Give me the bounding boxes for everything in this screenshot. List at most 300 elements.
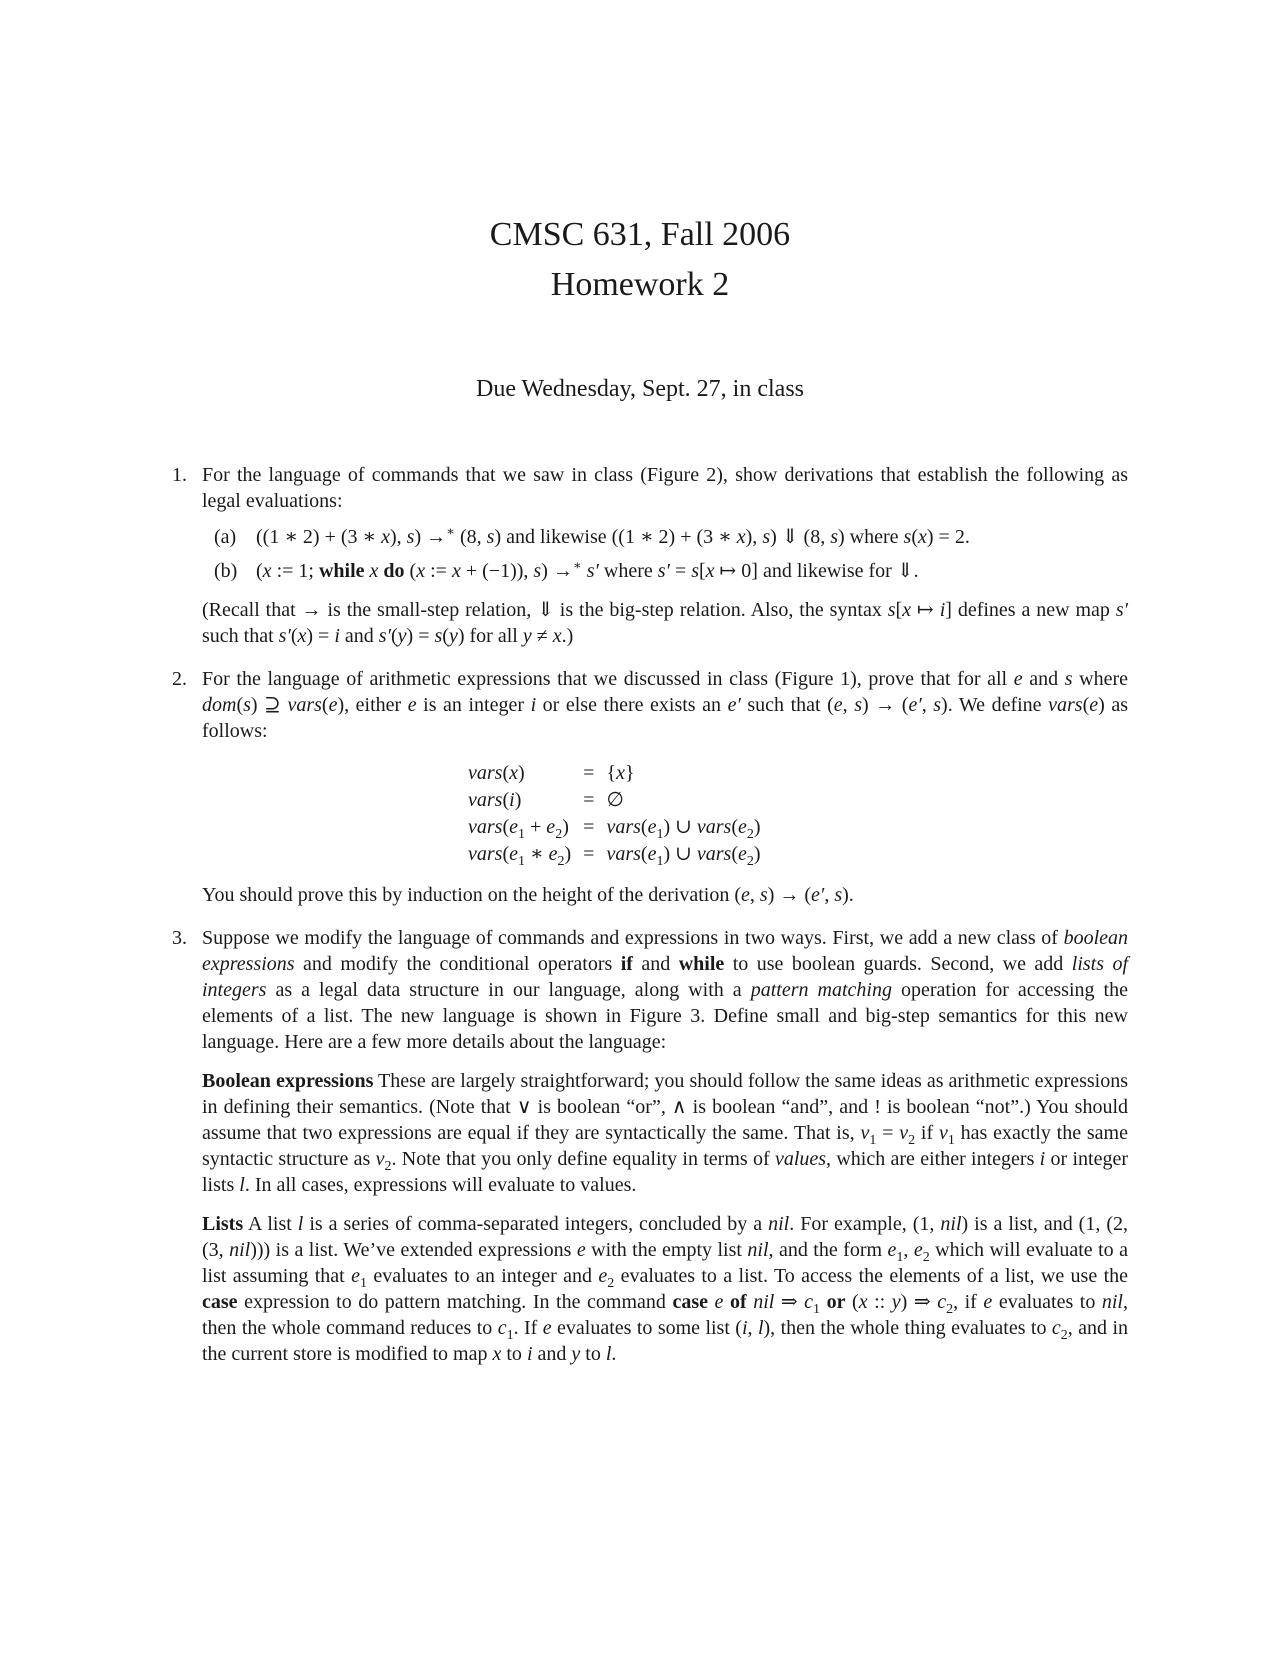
text-segment: 1 [869, 1133, 877, 1148]
text-segment: has exactly the same syntactic structure as [202, 1122, 1128, 1170]
text-segment: ). We define [941, 694, 1049, 716]
text-segment: e [647, 816, 657, 838]
text-segment: e [913, 1239, 923, 1261]
text-segment: vars [468, 843, 503, 865]
text-segment: ) ⇒ [900, 1291, 938, 1313]
problem-2-induction-note [202, 882, 1128, 908]
text-segment: such that ( [740, 694, 834, 716]
text-segment: dom [202, 694, 237, 716]
text-segment: s [434, 625, 443, 647]
text-segment: y [891, 1291, 901, 1313]
text-segment: c [804, 1291, 814, 1313]
text-segment: e [738, 843, 747, 865]
text-segment: = [876, 1122, 900, 1144]
text-segment: e [833, 694, 843, 716]
text-segment: ( [911, 526, 918, 548]
text-segment: is an integer [416, 694, 531, 716]
text-segment: x [616, 762, 625, 784]
text-segment: vars [468, 816, 503, 838]
text-segment: vars [287, 694, 322, 716]
text-segment: , and the form [768, 1239, 888, 1261]
text-segment: , [921, 694, 934, 716]
text-segment: nil [940, 1213, 962, 1235]
problem-1-body [202, 462, 1128, 649]
text-segment: y [522, 625, 532, 647]
text-segment: ) [562, 816, 569, 838]
text-segment: 1 [656, 827, 664, 842]
text-segment: nil [747, 1239, 769, 1261]
text-segment: These are largely straightforward; you should follow the same ideas as arithmetic expressions in defining their semantics. (Note that ∨ is boolean “or”, ∧ is boolean “and”, and ! is boolean “not”.) You should assume that two expressions are equal if they are syntactically the same. That is, [202, 1070, 1128, 1144]
text-segment: nil [229, 1239, 251, 1261]
text-segment: x [381, 526, 390, 548]
text-segment: lists of integers [202, 953, 1129, 1001]
text-segment: or else there exists an [536, 694, 728, 716]
text-segment: e [328, 694, 338, 716]
text-segment: 2 [607, 1276, 615, 1291]
text-segment: y [571, 1343, 581, 1365]
text-segment: x [451, 560, 461, 582]
text-segment: (Recall that → is the small-step relation, ⇓ is the big-step relation. Also, the syntax [202, 599, 888, 621]
text-segment: and [1022, 668, 1065, 690]
text-segment: ((1 ∗ 2) + (3 ∗ [256, 526, 382, 548]
text-segment: x [705, 560, 715, 582]
equation-row-vars-times [468, 841, 773, 868]
text-segment: + (−1)), [460, 560, 534, 582]
text-segment: or integer lists [202, 1148, 1128, 1196]
text-segment: ( [502, 843, 510, 865]
text-segment: 2 [384, 1159, 392, 1174]
text-segment: l [297, 1213, 304, 1235]
text-segment: c [937, 1291, 947, 1313]
text-segment: is a series of comma-separated integers, concluded by a [303, 1213, 769, 1235]
text-segment: vars [696, 843, 732, 865]
subproblem-1a-text [256, 524, 1128, 550]
text-segment: ) → ( [767, 884, 812, 906]
vars-definition-table [468, 760, 773, 868]
lists-paragraph [202, 1211, 1128, 1367]
text-segment: e [1089, 694, 1099, 716]
text-segment: ( [404, 560, 417, 582]
text-segment: ( [290, 625, 298, 647]
text-segment: s [762, 526, 771, 548]
text-segment: vars [1048, 694, 1083, 716]
text-segment: ) where [837, 526, 904, 548]
equals-sign: = [583, 762, 595, 784]
text-segment: and [339, 625, 379, 647]
text-segment: 2 [946, 1302, 954, 1317]
text-segment: , [903, 1239, 914, 1261]
text-segment: and [632, 953, 679, 975]
text-segment: ( [845, 1291, 859, 1313]
text-segment: ) = [306, 625, 335, 647]
text-segment: i [741, 1317, 748, 1339]
subproblem-1b-text [256, 558, 1128, 584]
equation-rhs [606, 760, 772, 787]
text-segment: s [486, 526, 495, 548]
text-segment: v [375, 1148, 385, 1170]
text-segment: ↦ [911, 599, 940, 621]
text-segment: 1 [518, 827, 526, 842]
text-segment: x [902, 599, 912, 621]
boolean-expressions-paragraph [202, 1068, 1128, 1198]
text-segment: [ [698, 560, 706, 582]
text-segment: For the language of commands that we saw in class (Figure 2), show derivations that establish the following as legal evaluations: [202, 464, 1128, 512]
problem-2-body [202, 666, 1128, 908]
text-segment: ) = 2. [926, 526, 970, 548]
text-segment: values [774, 1148, 827, 1170]
text-segment: boolean expressions [202, 927, 1128, 975]
text-segment: nil [1101, 1291, 1123, 1313]
text-segment: e [741, 884, 750, 906]
text-segment: 2 [746, 854, 754, 869]
text-segment: 2 [555, 827, 563, 842]
text-segment: and modify the conditional operators [294, 953, 621, 975]
text-segment: x [416, 560, 426, 582]
text-segment: [ [895, 599, 903, 621]
text-segment: e [647, 843, 657, 865]
text-segment: which will evaluate to a list assuming that [202, 1239, 1129, 1287]
text-segment: := [425, 560, 452, 582]
text-segment: ∅ [606, 789, 624, 811]
text-segment: s [903, 526, 912, 548]
text-segment: ( [502, 816, 510, 838]
subproblem-1a-label: (a) [214, 526, 237, 548]
problem-3-body [202, 925, 1128, 1367]
due-date-line: Due Wednesday, Sept. 27, in class [475, 376, 804, 402]
text-segment: ) → ( [862, 694, 909, 716]
equation-rhs [606, 841, 772, 868]
problem-1-recall-note [202, 597, 1128, 649]
text-segment: vars [696, 816, 732, 838]
text-segment: s′ [378, 625, 391, 647]
text-segment: ) ⇓ (8, [770, 526, 831, 548]
text-segment: ⇒ [774, 1291, 805, 1313]
text-segment: . For example, (1, [789, 1213, 941, 1235]
text-segment: You should prove this by induction on the height of the derivation ( [202, 884, 742, 906]
text-segment: := 1; [271, 560, 319, 582]
text-segment: 1 [947, 1133, 955, 1148]
text-segment: evaluates to some list ( [551, 1317, 742, 1339]
equation-rhs [606, 787, 772, 814]
text-segment: of [729, 1291, 747, 1313]
text-segment: ) as follows: [202, 694, 1128, 742]
text-segment: ) ⊇ [250, 694, 288, 716]
text-segment: , then the whole command reduces to [202, 1291, 1128, 1339]
text-segment: x [552, 625, 562, 647]
problem-1-number: 1. [172, 464, 187, 486]
text-segment: 2 [908, 1133, 916, 1148]
subproblem-1a [202, 524, 1128, 550]
text-segment: , if [953, 1291, 984, 1313]
text-segment: v [860, 1122, 870, 1144]
text-segment: s [243, 694, 251, 716]
text-segment: evaluates to [992, 1291, 1102, 1313]
text-segment: ). [842, 884, 854, 906]
equals-sign: = [583, 816, 595, 838]
text-segment: ( [502, 789, 510, 811]
problem-2-intro [202, 666, 1128, 744]
text-segment: e [887, 1239, 897, 1261]
text-segment: ( [236, 694, 244, 716]
text-segment: vars [606, 816, 641, 838]
text-segment: x [858, 1291, 868, 1313]
subproblem-1b [202, 558, 1128, 584]
text-segment: ( [640, 843, 648, 865]
text-segment: Suppose we modify the language of commands and expressions in two ways. First, we add a new class of [202, 927, 1064, 949]
equation-lhs [468, 787, 583, 814]
text-segment: ) is a list, and (1, (2, (3, [202, 1213, 1128, 1261]
equation-rhs [606, 814, 772, 841]
problem-2 [172, 666, 1128, 908]
text-segment: = [669, 560, 692, 582]
text-segment: ] defines a new map [945, 599, 1116, 621]
equation-lhs [468, 760, 583, 787]
text-segment: ( [442, 625, 449, 647]
equation-lhs [468, 814, 583, 841]
text-segment: 1 [506, 1328, 514, 1343]
text-segment: ) [753, 843, 761, 865]
text-segment: s [834, 884, 843, 906]
text-segment: 1 [359, 1276, 367, 1291]
text-segment: , and in the current store is modified to map [202, 1317, 1129, 1365]
text-segment: .) [561, 625, 574, 647]
text-segment: vars [606, 843, 641, 865]
text-segment: e′ [908, 694, 922, 716]
text-segment: , [747, 1317, 758, 1339]
text-segment: . In all cases, expressions will evaluate to values. [244, 1174, 637, 1196]
text-segment: s [830, 526, 838, 548]
document-header [0, 0, 1280, 404]
equation-row-vars-x [468, 760, 773, 787]
text-segment: e [714, 1291, 724, 1313]
text-segment: ( [390, 625, 398, 647]
text-segment: } [624, 762, 635, 784]
text-segment: ) [518, 762, 525, 784]
text-segment: ) [564, 843, 572, 865]
text-segment: ∗ [572, 557, 582, 573]
text-segment: nil [768, 1213, 790, 1235]
text-segment: i [509, 789, 515, 811]
text-segment: c [1051, 1317, 1061, 1339]
text-segment: i [1039, 1148, 1046, 1170]
text-segment: e [548, 843, 558, 865]
text-segment: l [605, 1343, 612, 1365]
text-segment: v [899, 1122, 909, 1144]
text-segment: ) → [414, 526, 447, 548]
equation-row-vars-i [468, 787, 773, 814]
problem-3-number: 3. [172, 927, 187, 949]
text-segment: 1 [656, 854, 664, 869]
equation-lhs [468, 841, 583, 868]
text-segment: e [1013, 668, 1023, 690]
text-segment: ) for all [457, 625, 523, 647]
problem-1 [172, 462, 1128, 649]
text-segment: Boolean expressions [202, 1070, 374, 1092]
text-segment: e [542, 1317, 552, 1339]
text-segment: ( [1082, 694, 1090, 716]
problem-3-intro [202, 925, 1128, 1055]
text-segment: ↦ 0] and likewise for ⇓. [714, 560, 919, 582]
text-segment: ) ∪ [663, 843, 697, 865]
text-segment: A list [243, 1213, 298, 1235]
text-segment: e [546, 816, 556, 838]
text-segment: e [738, 816, 747, 838]
text-segment: 2 [746, 827, 754, 842]
text-segment: x [492, 1343, 502, 1365]
text-segment: ∗ [446, 523, 455, 539]
text-segment: e′ [811, 884, 825, 906]
text-segment: x [917, 526, 927, 548]
text-segment: s′ [657, 560, 670, 582]
text-segment: . Note that you only define equality in terms of [391, 1148, 775, 1170]
homework-title: Homework 2 [550, 266, 730, 303]
text-segment: 1 [518, 854, 526, 869]
text-segment: as a legal data structure in our language, along with a [266, 979, 751, 1001]
text-segment: e [598, 1265, 608, 1287]
problem-list [172, 462, 1128, 1367]
text-segment: ))) is a list. We’ve extended expressions [250, 1239, 577, 1261]
text-segment: i [530, 694, 537, 716]
text-segment: ( [731, 843, 739, 865]
text-segment: :: [867, 1291, 892, 1313]
text-segment: . If [513, 1317, 543, 1339]
text-segment: 1 [896, 1250, 904, 1265]
text-segment: c [497, 1317, 507, 1339]
text-segment: ), then the whole thing evaluates to [763, 1317, 1052, 1339]
course-title: CMSC 631, Fall 2006 [489, 216, 791, 253]
text-segment: to [501, 1343, 527, 1365]
text-segment: x [736, 526, 746, 548]
text-segment: { [606, 762, 617, 784]
text-segment: e [576, 1239, 586, 1261]
text-segment: nil [753, 1291, 775, 1313]
text-segment: vars [468, 789, 503, 811]
text-segment: 1 [813, 1302, 821, 1317]
text-segment: operation for accessing the elements of a list. The new language is shown in Figure 3. Define small and big-step semantics for this new language. Here are a few more details about the language: [202, 979, 1128, 1053]
text-segment: or [826, 1291, 846, 1313]
text-segment: e [407, 694, 417, 716]
text-segment: expression to do pattern matching. In the command [237, 1291, 673, 1313]
text-segment: ), either [337, 694, 408, 716]
text-segment: , [824, 884, 835, 906]
text-segment: i [334, 625, 340, 647]
text-segment: x [369, 560, 379, 582]
problem-3 [172, 925, 1128, 1367]
text-segment: and [532, 1343, 572, 1365]
text-segment: if [915, 1122, 939, 1144]
text-segment: 2 [1060, 1328, 1068, 1343]
text-segment: ) = [406, 625, 435, 647]
text-segment: x [262, 560, 272, 582]
text-segment: ) ∪ [663, 816, 697, 838]
text-segment: while [678, 953, 725, 975]
text-segment: e [509, 843, 519, 865]
text-segment: s′ [1115, 599, 1128, 621]
text-segment: if [620, 953, 633, 975]
text-segment: s [406, 526, 415, 548]
text-segment: Lists [202, 1213, 244, 1235]
text-segment: ≠ [531, 625, 553, 647]
text-segment: vars [468, 762, 503, 784]
text-segment: , [749, 884, 760, 906]
text-segment: evaluates to a list. To access the elements of a list, we use the [614, 1265, 1128, 1287]
text-segment: ) → [541, 560, 573, 582]
text-segment: e [983, 1291, 993, 1313]
equation-row-vars-plus [468, 814, 773, 841]
equals-sign: = [583, 789, 595, 811]
text-segment: l [239, 1174, 245, 1196]
text-segment: v [938, 1122, 948, 1144]
problem-1-subitems [202, 524, 1128, 584]
text-segment: s′ [586, 560, 599, 582]
text-segment: ( [731, 816, 739, 838]
problem-1-intro [202, 462, 1128, 514]
text-segment: l [757, 1317, 764, 1339]
text-segment: For the language of arithmetic expressions that we discussed in class (Figure 1), prove that for all [202, 668, 1014, 690]
text-segment: . [611, 1343, 617, 1365]
text-segment: s [533, 560, 542, 582]
text-segment: ( [321, 694, 329, 716]
text-segment: i [939, 599, 946, 621]
text-segment: s′ [278, 625, 291, 647]
text-segment: where [598, 560, 658, 582]
text-segment: ( [502, 762, 510, 784]
text-segment: y [448, 625, 458, 647]
text-segment: ), [745, 526, 763, 548]
text-segment: e [509, 816, 519, 838]
text-segment: ) and likewise ((1 ∗ 2) + (3 ∗ [494, 526, 737, 548]
text-segment: ) [514, 789, 522, 811]
text-segment: such that [202, 625, 279, 647]
text-segment: ) [753, 816, 761, 838]
text-segment: case [202, 1291, 238, 1313]
text-segment: pattern matching [750, 979, 892, 1001]
text-segment: s [933, 694, 942, 716]
text-segment: do [383, 560, 405, 582]
text-segment: evaluates to an integer and [366, 1265, 599, 1287]
text-segment: + [525, 816, 547, 838]
text-segment: 2 [557, 854, 565, 869]
text-segment: (8, [454, 526, 487, 548]
problem-2-number: 2. [172, 668, 187, 690]
text-segment: with the empty list [585, 1239, 748, 1261]
text-segment: i [526, 1343, 533, 1365]
text-segment: x [509, 762, 519, 784]
equals-sign: = [583, 843, 595, 865]
text-segment: case [672, 1291, 708, 1313]
text-segment: , [842, 694, 855, 716]
text-segment: while [318, 560, 365, 582]
text-segment: s [759, 884, 768, 906]
text-segment: x [297, 625, 307, 647]
text-segment: to [580, 1343, 606, 1365]
text-segment: ( [256, 560, 263, 582]
text-segment: e [351, 1265, 360, 1287]
text-segment: y [397, 625, 407, 647]
text-segment: e′ [727, 694, 741, 716]
text-segment: ), [390, 526, 407, 548]
text-segment: ( [640, 816, 648, 838]
subproblem-1b-label: (b) [214, 560, 238, 582]
text-segment: , which are either integers [826, 1148, 1040, 1170]
text-segment: s [691, 560, 699, 582]
text-segment: ∗ [525, 843, 549, 865]
text-segment: 2 [922, 1250, 930, 1265]
text-segment: s [887, 599, 896, 621]
text-segment: to use boolean guards. Second, we add [724, 953, 1072, 975]
text-segment: where [1072, 668, 1128, 690]
text-segment: s [854, 694, 863, 716]
